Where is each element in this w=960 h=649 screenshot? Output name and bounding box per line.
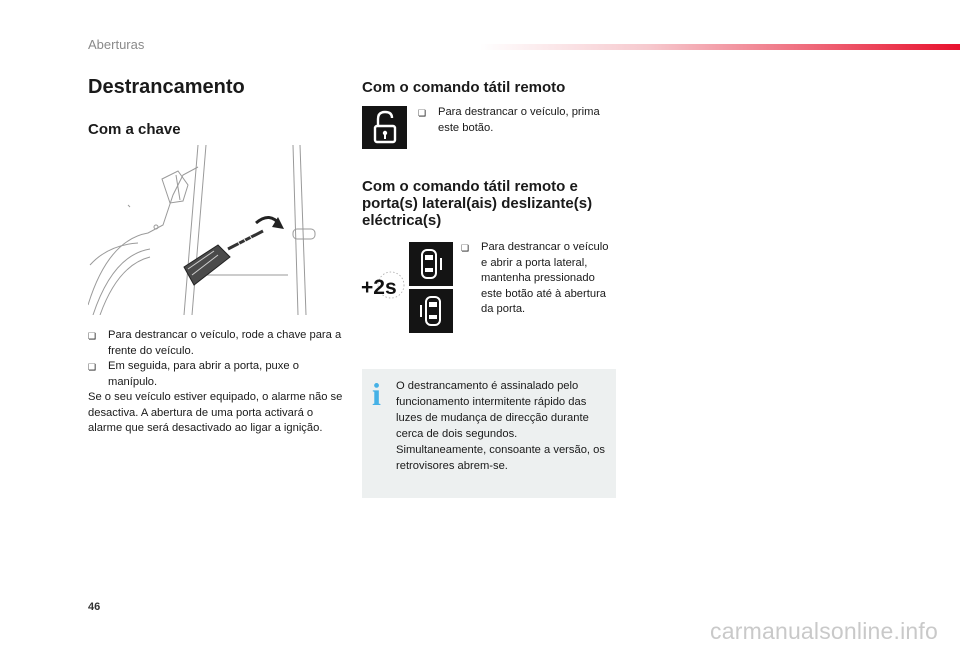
press-duration-label: +2s bbox=[361, 276, 397, 299]
info-text: O destrancamento é assinalado pelo funcionamento intermitente rápido das luzes de mudança de direcção durante cerca de dois segundos. Simultaneamente, consoante a versão, os retrovisores abrem-se. bbox=[396, 380, 605, 472]
bullet-text: Para destrancar o veículo, prima este botão. bbox=[438, 106, 600, 134]
page-number: 46 bbox=[88, 601, 101, 613]
bullet-text: Para destrancar o veículo e abrir a porta lateral, mantenha pressionado este botão até à abertura da porta. bbox=[481, 241, 609, 315]
key-in-door-illustration bbox=[88, 145, 328, 315]
press-duration-icon bbox=[360, 268, 406, 302]
header-section-title: Aberturas bbox=[88, 37, 145, 52]
sliding-door-left-button-icon bbox=[409, 242, 453, 286]
remote-section-title: Com o comando tátil remoto bbox=[362, 79, 566, 96]
bullet-item bbox=[88, 328, 344, 359]
page-title: Destrancamento bbox=[88, 76, 245, 98]
checkbox-bullet-icon: ❏ bbox=[88, 362, 97, 372]
header-accent-bar bbox=[480, 44, 960, 50]
checkbox-bullet-icon: ❏ bbox=[88, 331, 97, 341]
info-icon: i bbox=[372, 376, 381, 412]
sliding-door-right-button-icon bbox=[409, 289, 453, 333]
checkbox-bullet-icon: ❏ bbox=[418, 108, 427, 118]
subtitle-key: Com a chave bbox=[88, 121, 181, 138]
sliding-door-bullet bbox=[461, 240, 611, 318]
sliding-door-section-title: Com o comando tátil remoto e porta(s) lateral(ais) deslizante(s) eléctrica(s) bbox=[362, 178, 593, 229]
key-instructions bbox=[88, 328, 344, 437]
alarm-note: Se o seu veículo estiver equipado, o alarme não se desactiva. A abertura de uma porta activará o alarme que será desactivado ao ligar a ignição. bbox=[88, 391, 343, 434]
bullet-text: Em seguida, para abrir a porta, puxe o manípulo. bbox=[108, 360, 299, 388]
unlock-button-icon bbox=[362, 106, 407, 149]
checkbox-bullet-icon: ❏ bbox=[461, 243, 470, 253]
watermark: carmanualsonline.info bbox=[710, 618, 938, 644]
remote-bullet bbox=[418, 105, 618, 136]
bullet-item bbox=[88, 359, 344, 390]
bullet-text: Para destrancar o veículo, rode a chave para a frente do veículo. bbox=[108, 329, 342, 357]
